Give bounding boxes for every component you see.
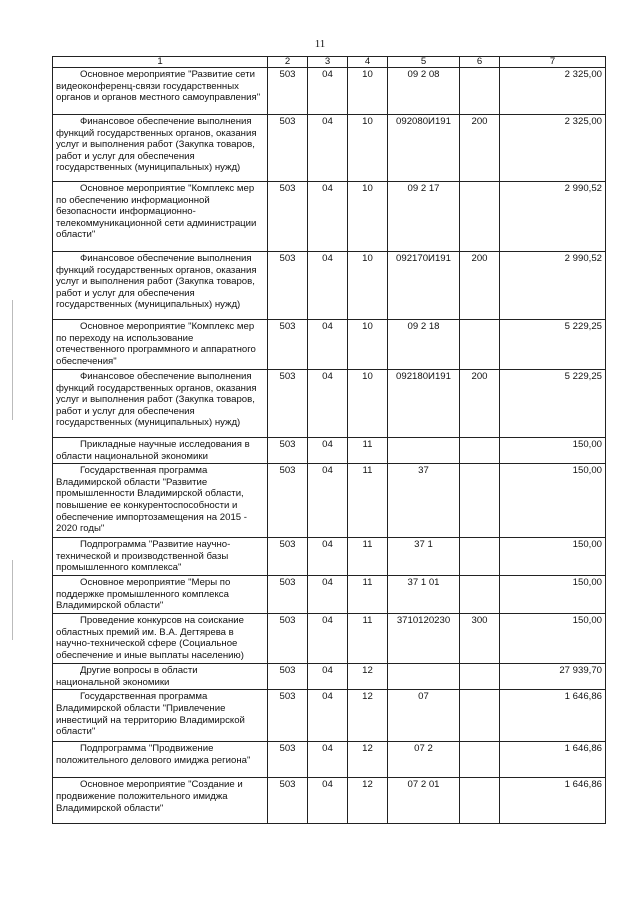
row-ministry-code: 503 [268,252,308,320]
table-row [53,320,606,370]
row-amount: 2 325,00 [500,68,606,115]
scan-edge-mark [12,300,13,420]
row-target-article [388,438,460,464]
table-row [53,182,606,252]
row-amount: 150,00 [500,464,606,538]
row-subsection-code: 11 [348,538,388,576]
row-target-article: 07 2 [388,742,460,778]
row-ministry-code: 503 [268,538,308,576]
row-amount: 1 646,86 [500,742,606,778]
row-ministry-code: 503 [268,438,308,464]
row-target-article: 09 2 18 [388,320,460,370]
row-description: Другие вопросы в области национальной экономики [53,664,268,690]
row-subsection-code: 11 [348,464,388,538]
row-description: Подпрограмма "Продвижение положительного делового имиджа региона" [53,742,268,778]
row-target-article: 092080И191 [388,115,460,182]
row-amount: 27 939,70 [500,664,606,690]
row-ministry-code: 503 [268,320,308,370]
row-ministry-code: 503 [268,68,308,115]
row-subsection-code: 11 [348,614,388,664]
row-ministry-code: 503 [268,690,308,742]
row-expense-type [460,464,500,538]
row-target-article: 092180И191 [388,370,460,438]
table-row [53,438,606,464]
row-target-article: 3710120230 [388,614,460,664]
table-row [53,742,606,778]
row-description: Подпрограмма "Развитие научно-технической и производственной базы промышленного комплекса" [53,538,268,576]
row-subsection-code: 12 [348,742,388,778]
row-expense-type [460,320,500,370]
row-expense-type [460,68,500,115]
row-subsection-code: 10 [348,252,388,320]
row-section-code: 04 [308,320,348,370]
row-amount: 150,00 [500,538,606,576]
row-description: Государственная программа Владимирской области "Развитие промышленности Владимирской области, повышение ее конкурентоспособности и обеспечение импортозамещения на 2015 - 2020 годы" [53,464,268,538]
row-target-article [388,664,460,690]
budget-table [52,56,606,824]
page-number: 11 [314,38,326,50]
row-ministry-code: 503 [268,370,308,438]
row-ministry-code: 503 [268,664,308,690]
row-description: Государственная программа Владимирской области "Привлечение инвестиций на территорию Владимирской области" [53,690,268,742]
row-description: Проведение конкурсов на соискание областных премий им. В.А. Дегтярева в научно-технической сфере (Социальное обеспечение и иные выплаты населению) [53,614,268,664]
header-col-6: 6 [460,57,500,68]
row-target-article: 09 2 08 [388,68,460,115]
table-row [53,115,606,182]
row-section-code: 04 [308,182,348,252]
header-col-7: 7 [500,57,606,68]
row-expense-type [460,778,500,824]
row-section-code: 04 [308,464,348,538]
header-col-3: 3 [308,57,348,68]
row-section-code: 04 [308,664,348,690]
header-col-5: 5 [388,57,460,68]
header-col-4: 4 [348,57,388,68]
row-section-code: 04 [308,438,348,464]
row-ministry-code: 503 [268,742,308,778]
row-subsection-code: 12 [348,690,388,742]
row-target-article: 07 2 01 [388,778,460,824]
row-ministry-code: 503 [268,464,308,538]
table-row [53,664,606,690]
header-col-1: 1 [53,57,268,68]
row-amount: 150,00 [500,438,606,464]
row-subsection-code: 10 [348,182,388,252]
row-section-code: 04 [308,252,348,320]
row-expense-type [460,690,500,742]
row-expense-type: 200 [460,370,500,438]
row-section-code: 04 [308,742,348,778]
row-target-article: 07 [388,690,460,742]
row-description: Финансовое обеспечение выполнения функций государственных органов, оказания услуг и выполнения работ (Закупка товаров, работ и услуг для обеспечения государственных (муниципальных) нужд) [53,115,268,182]
row-section-code: 04 [308,68,348,115]
row-description: Основное мероприятие "Комплекс мер по переходу на использование отечественного программного и аппаратного обеспечения" [53,320,268,370]
row-expense-type: 200 [460,115,500,182]
row-description: Финансовое обеспечение выполнения функций государственных органов, оказания услуг и выполнения работ (Закупка товаров, работ и услуг для обеспечения государственных (муниципальных) нужд) [53,252,268,320]
row-description: Основное мероприятие "Создание и продвижение положительного имиджа Владимирской области" [53,778,268,824]
row-expense-type [460,182,500,252]
row-section-code: 04 [308,370,348,438]
row-section-code: 04 [308,576,348,614]
row-amount: 150,00 [500,614,606,664]
row-section-code: 04 [308,614,348,664]
row-section-code: 04 [308,778,348,824]
row-expense-type [460,576,500,614]
row-section-code: 04 [308,538,348,576]
row-target-article: 37 [388,464,460,538]
table-row [53,68,606,115]
row-subsection-code: 11 [348,438,388,464]
row-subsection-code: 11 [348,576,388,614]
row-subsection-code: 10 [348,115,388,182]
row-amount: 1 646,86 [500,690,606,742]
row-amount: 150,00 [500,576,606,614]
row-target-article: 37 1 [388,538,460,576]
table-row [53,252,606,320]
table-row [53,778,606,824]
table-row [53,538,606,576]
header-col-2: 2 [268,57,308,68]
row-description: Финансовое обеспечение выполнения функций государственных органов, оказания услуг и выполнения работ (Закупка товаров, работ и услуг для обеспечения государственных (муниципальных) нужд) [53,370,268,438]
row-description: Основное мероприятие "Меры по поддержке промышленного комплекса Владимирской области" [53,576,268,614]
row-amount: 2 990,52 [500,252,606,320]
row-ministry-code: 503 [268,576,308,614]
row-expense-type [460,742,500,778]
table-row [53,464,606,538]
table-row [53,576,606,614]
row-expense-type: 200 [460,252,500,320]
row-section-code: 04 [308,115,348,182]
row-expense-type [460,664,500,690]
row-expense-type [460,538,500,576]
row-amount: 5 229,25 [500,370,606,438]
table-row [53,690,606,742]
row-amount: 5 229,25 [500,320,606,370]
table-row [53,614,606,664]
row-amount: 1 646,86 [500,778,606,824]
row-amount: 2 990,52 [500,182,606,252]
table-row [53,370,606,438]
row-description: Основное мероприятие "Развитие сети видеоконференц-связи государственных органов и органов местного самоуправления" [53,68,268,115]
row-ministry-code: 503 [268,778,308,824]
row-subsection-code: 12 [348,664,388,690]
row-description: Прикладные научные исследования в области национальной экономики [53,438,268,464]
row-expense-type: 300 [460,614,500,664]
row-subsection-code: 10 [348,68,388,115]
row-section-code: 04 [308,690,348,742]
row-target-article: 092170И191 [388,252,460,320]
row-amount: 2 325,00 [500,115,606,182]
row-target-article: 37 1 01 [388,576,460,614]
row-ministry-code: 503 [268,614,308,664]
row-subsection-code: 10 [348,370,388,438]
row-expense-type [460,438,500,464]
header-row [53,57,606,68]
row-target-article: 09 2 17 [388,182,460,252]
row-subsection-code: 12 [348,778,388,824]
scan-edge-mark [12,560,13,640]
row-ministry-code: 503 [268,115,308,182]
row-description: Основное мероприятие "Комплекс мер по обеспечению информационной безопасности информационно-телекоммуникационной сети администрации области" [53,182,268,252]
row-ministry-code: 503 [268,182,308,252]
row-subsection-code: 10 [348,320,388,370]
